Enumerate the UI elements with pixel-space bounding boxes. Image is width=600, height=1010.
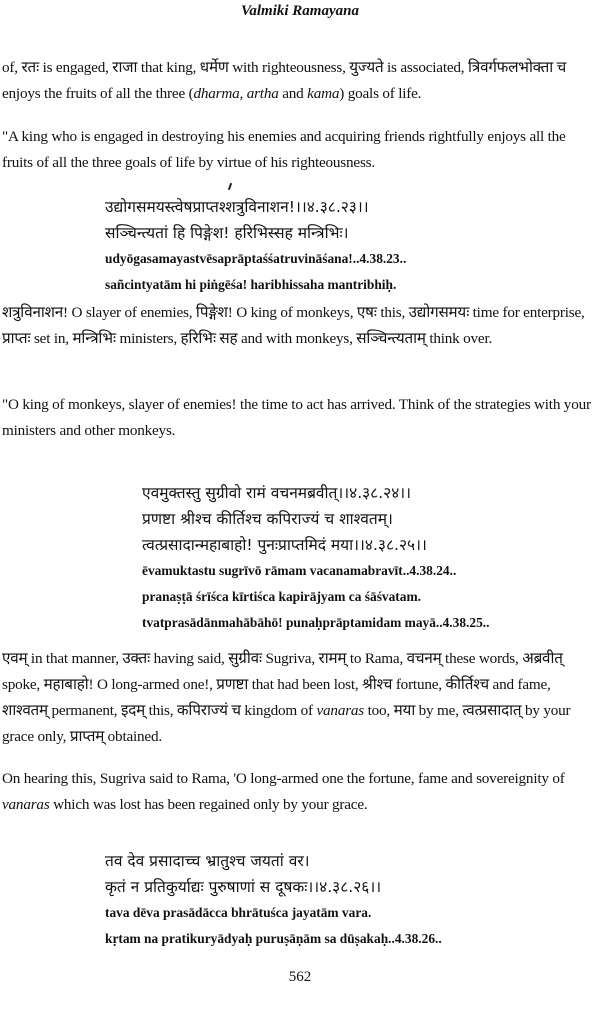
- verse-transliteration-line: udyōgasamayastvēsaprāptaśśatruvināśana!..4.38.23..: [105, 251, 407, 266]
- verse-devanagari-line: सञ्चिन्त्यतां हि पिङ्गेश! हरिभिस्सह मन्त्रिभिः।: [105, 224, 349, 242]
- commentary-paragraph: [2, 55, 598, 107]
- text-run: too, मया by me, त्वत्प्रसादात् by your grace only, प्राप्तम् obtained.: [2, 702, 571, 745]
- verse-block: [142, 480, 600, 636]
- text-run: and: [278, 85, 308, 102]
- verse-devanagari-line: उद्योगसमयस्त्वेषप्राप्तश्शत्रुविनाशन!।।४.३८.२३।।: [105, 198, 369, 216]
- verse-devanagari-line: त्वत्प्रसादान्महाबाहो! पुनःप्राप्तमिदं मया।।४.३८.२५।।: [142, 536, 427, 554]
- italic-term: dharma, artha: [193, 85, 279, 102]
- verse-devanagari-line: एवमुक्तस्तु सुग्रीवो रामं वचनमब्रवीत्।।४.३८.२४।।: [142, 484, 412, 502]
- verse-devanagari-line: कृतं न प्रतिकुर्याद्यः पुरुषाणां स दूषकः।।४.३८.२६।।: [105, 878, 382, 896]
- text-run: On hearing this, Sugriva said to Rama, 'O long-armed one the fortune, fame and sovereignity of: [2, 770, 565, 787]
- translation-paragraph: [2, 392, 598, 444]
- verse-transliteration-line: kṛtam na pratikuryādyaḥ puruṣāṇām sa dūṣakaḥ..4.38.26..: [105, 931, 442, 946]
- text-run: "A king who is engaged in destroying his enemies and acquiring friends rightfully enjoys all the fruits of all the three goals of life by virtue of his righteousness.: [2, 128, 566, 171]
- text-run: of, रतः is engaged, राजा that king, धर्मेण with righteousness, युज्यते is associated, त्रिवर्गफलभोक्ता च enjoys the fruits of all the three (: [2, 59, 567, 102]
- verse-block: [105, 194, 565, 298]
- italic-term: kama: [307, 85, 340, 102]
- text-run: शत्रुविनाशन! O slayer of enemies, पिङ्गेश! O king of monkeys, एषः this, उद्योगसमयः time for enterprise, प्राप्तः set in, मन्त्रिभिः ministers, हरिभिः सह and with monkeys, सञ्चिन्त्यताम् think over.: [2, 304, 585, 347]
- verse-transliteration-line: tvatprasādānmahābāhō! punaḥprāptamidam mayā..4.38.25..: [142, 615, 490, 630]
- text-run: "O king of monkeys, slayer of enemies! the time to act has arrived. Think of the strategies with your ministers and other monkeys.: [2, 396, 591, 439]
- verse-transliteration-line: ēvamuktastu sugrīvō rāmam vacanamabravīt..4.38.24..: [142, 563, 457, 578]
- commentary-paragraph: [2, 646, 598, 750]
- text-run: ) goals of life.: [339, 85, 422, 102]
- ink-mark: [228, 183, 232, 190]
- text-run: which was lost has been regained only by your grace.: [49, 796, 368, 813]
- text-run: एवम् in that manner, उक्तः having said, सुग्रीवः Sugriva, रामम् to Rama, वचनम् these words, अब्रवीत् spoke, महाबाहो! O long-armed one!, प्रणष्टा that had been lost, श्रीश्च fortune, कीर्तिश्च and fame, शाश्वतम् permanent, इदम् this, कपिराज्यं च kingdom of: [2, 650, 563, 719]
- italic-term: vanaras: [316, 702, 365, 719]
- verse-devanagari-line: प्रणष्टा श्रीश्च कीर्तिश्च कपिराज्यं च शाश्वतम्।: [142, 510, 393, 528]
- commentary-paragraph: [2, 300, 598, 352]
- verse-transliteration-line: tava dēva prasādācca bhrātuśca jayatām vara.: [105, 905, 372, 920]
- verse-transliteration-line: sañcintyatām hi piṅgēśa! haribhissaha mantribhiḥ.: [105, 277, 397, 292]
- translation-paragraph: [2, 124, 598, 176]
- verse-block: [105, 848, 565, 952]
- italic-term: vanaras: [2, 796, 50, 813]
- verse-devanagari-line: तव देव प्रसादाच्च भ्रातुश्च जयतां वर।: [105, 852, 310, 870]
- page-number: 562: [288, 969, 312, 985]
- translation-paragraph: [2, 766, 598, 818]
- running-header: Valmiki Ramayana: [241, 3, 359, 19]
- verse-transliteration-line: pranaṣṭā śrīśca kīrtiśca kapirājyam ca śāśvatam.: [142, 589, 421, 604]
